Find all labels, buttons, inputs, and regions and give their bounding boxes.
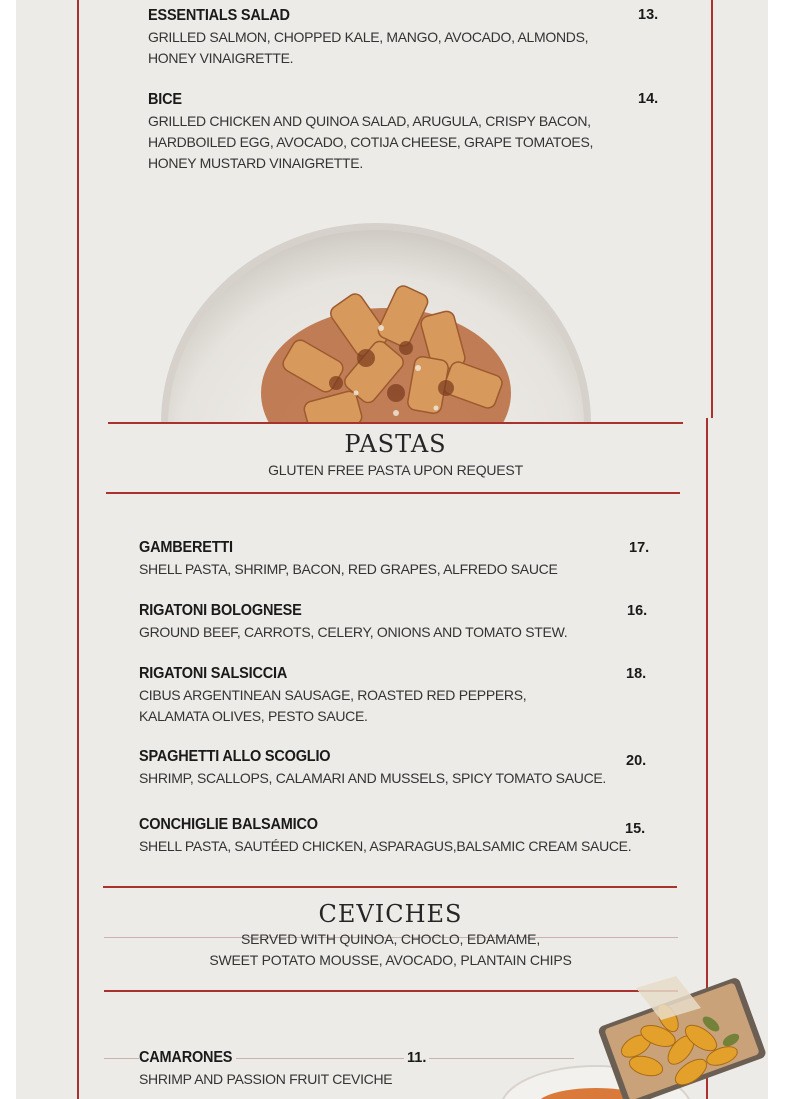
item-name: SPAGHETTI ALLO SCOGLIO [139, 748, 331, 766]
item-description: SHRIMP, SCALLOPS, CALAMARI AND MUSSELS, SPICY TOMATO SAUCE. [139, 770, 607, 786]
frame-left-top [77, 0, 79, 420]
pastas-bottom-rule [106, 492, 680, 494]
ceviches-header [103, 896, 678, 976]
section-subtitle: SERVED WITH QUINOA, CHOCLO, EDAMAME, SWEET POTATO MOUSSE, AVOCADO, PLANTAIN CHIPS [209, 931, 572, 968]
item-price: 20. [626, 753, 647, 769]
item-name: RIGATONI SALSICCIA [139, 665, 288, 683]
item-price: 15. [625, 821, 646, 837]
item-name: CONCHIGLIE BALSAMICO [139, 816, 318, 834]
ceviche-photo [486, 968, 768, 1099]
item-name: RIGATONI BOLOGNESE [139, 602, 302, 620]
pasta-photo [156, 218, 596, 424]
item-description: GRILLED SALMON, CHOPPED KALE, MANGO, AVOCADO, ALMONDS, HONEY VINAIGRETTE. [148, 29, 589, 66]
item-name: CAMARONES [139, 1049, 236, 1066]
item-name: BICE [148, 91, 182, 109]
section-title: CEVICHES [318, 900, 463, 928]
item-price: 17. [629, 540, 650, 556]
menu-page [16, 0, 768, 1099]
pastas-top-rule [108, 422, 683, 424]
item-price: 11. [404, 1050, 429, 1066]
item-description: GROUND BEEF, CARROTS, CELERY, ONIONS AND TOMATO STEW. [139, 624, 568, 640]
item-description: GRILLED CHICKEN AND QUINOA SALAD, ARUGULA, CRISPY BACON, HARDBOILED EGG, AVOCADO, COTIJA CHEESE, GRAPE TOMATOES, HONEY MUSTARD VINAIGRETTE. [148, 113, 594, 171]
pastas-header [108, 428, 683, 488]
item-description: CIBUS ARGENTINEAN SAUSAGE, ROASTED RED PEPPERS, KALAMATA OLIVES, PESTO SAUCE. [139, 687, 527, 724]
item-name: ESSENTIALS SALAD [148, 7, 290, 25]
section-subtitle: GLUTEN FREE PASTA UPON REQUEST [268, 462, 523, 478]
frame-right-top [711, 0, 713, 418]
item-name: GAMBERETTI [139, 539, 233, 557]
item-price: 18. [626, 666, 647, 682]
item-description: SHELL PASTA, SAUTÉED CHICKEN, ASPARAGUS,BALSAMIC CREAM SAUCE. [139, 838, 632, 854]
ceviches-top-rule [103, 886, 677, 888]
item-price: 16. [627, 603, 648, 619]
item-price: 13. [638, 7, 659, 23]
section-title: PASTAS [344, 430, 447, 458]
frame-left-bottom [77, 418, 79, 1099]
item-description: SHRIMP AND PASSION FRUIT CEVICHE [139, 1071, 393, 1087]
item-description: SHELL PASTA, SHRIMP, BACON, RED GRAPES, ALFREDO SAUCE [139, 561, 558, 577]
item-price: 14. [638, 91, 659, 107]
